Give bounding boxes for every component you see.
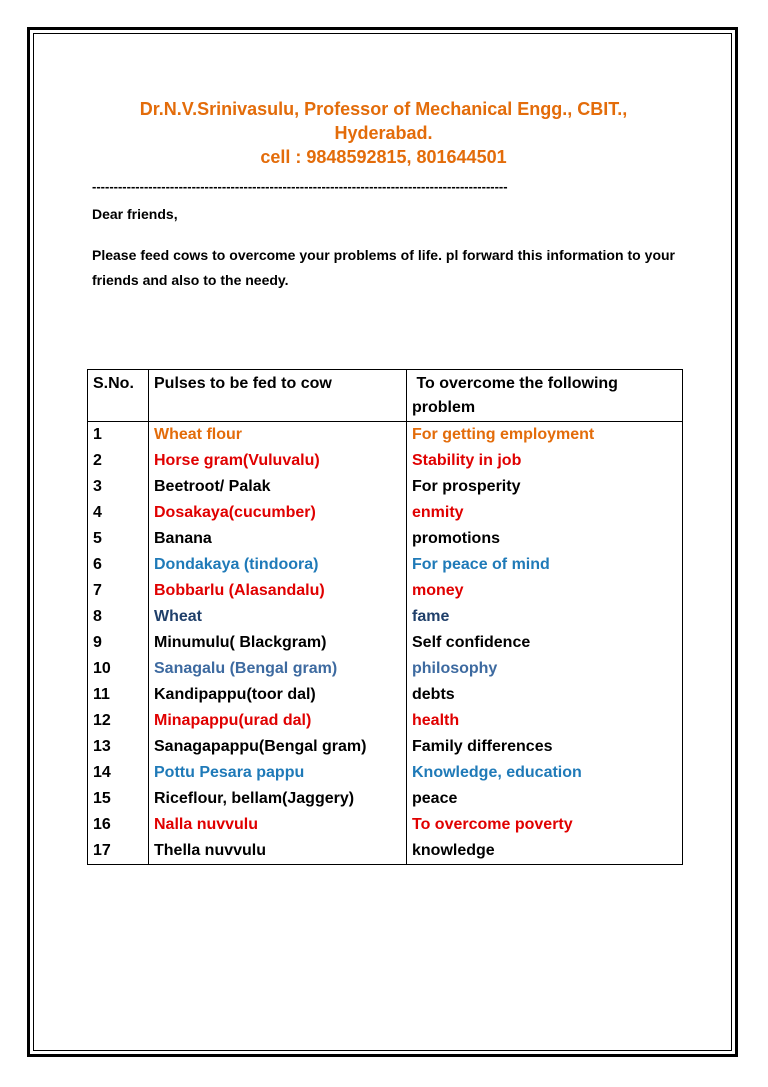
row-problem: For getting employment: [407, 422, 683, 449]
row-pulse: Kandipappu(toor dal): [149, 682, 407, 708]
table-header-row: [88, 370, 683, 422]
row-problem: Self confidence: [407, 630, 683, 656]
dashed-separator: ------------------------------------------------------------------------------------------------: [92, 180, 508, 194]
row-pulse: Minumulu( Blackgram): [149, 630, 407, 656]
row-pulse: Beetroot/ Palak: [149, 474, 407, 500]
row-sno: 10: [88, 656, 149, 682]
row-sno: 9: [88, 630, 149, 656]
row-sno: 12: [88, 708, 149, 734]
table-row: [88, 786, 683, 812]
header-author-line: Dr.N.V.Srinivasulu, Professor of Mechanical Engg., CBIT.,: [139, 99, 628, 119]
row-pulse: Banana: [149, 526, 407, 552]
table-body: [88, 422, 683, 865]
table-row: [88, 552, 683, 578]
row-pulse: Dosakaya(cucumber): [149, 500, 407, 526]
header-phone-line: cell : 9848592815, 801644501: [260, 147, 507, 167]
row-sno: 7: [88, 578, 149, 604]
row-problem: health: [407, 708, 683, 734]
table-row: [88, 500, 683, 526]
row-sno: 8: [88, 604, 149, 630]
header-pulse: Pulses to be fed to cow: [149, 370, 407, 422]
row-sno: 3: [88, 474, 149, 500]
row-sno: 2: [88, 448, 149, 474]
header-problem: To overcome the following problem: [407, 370, 683, 422]
row-pulse: Horse gram(Vuluvalu): [149, 448, 407, 474]
table-row: [88, 474, 683, 500]
row-problem: knowledge: [407, 838, 683, 865]
row-pulse: Dondakaya (tindoora): [149, 552, 407, 578]
row-pulse: Wheat: [149, 604, 407, 630]
row-sno: 16: [88, 812, 149, 838]
row-problem: Family differences: [407, 734, 683, 760]
table-row: [88, 604, 683, 630]
row-problem: For peace of mind: [407, 552, 683, 578]
table-row: [88, 656, 683, 682]
message-paragraph: Please feed cows to overcome your problems of life. pl forward this information to your friends and also to the needy.: [92, 247, 675, 288]
table-row: [88, 682, 683, 708]
header-city-line: Hyderabad.: [334, 123, 433, 143]
row-sno: 6: [88, 552, 149, 578]
row-pulse: Bobbarlu (Alasandalu): [149, 578, 407, 604]
row-pulse: Wheat flour: [149, 422, 407, 449]
table-row: [88, 838, 683, 865]
row-problem: enmity: [407, 500, 683, 526]
pulses-table: [87, 369, 683, 865]
greeting: Dear friends,: [92, 206, 178, 222]
row-sno: 13: [88, 734, 149, 760]
row-pulse: Pottu Pesara pappu: [149, 760, 407, 786]
row-problem: promotions: [407, 526, 683, 552]
table-row: [88, 422, 683, 449]
row-sno: 1: [88, 422, 149, 449]
table-row: [88, 734, 683, 760]
row-sno: 15: [88, 786, 149, 812]
row-sno: 11: [88, 682, 149, 708]
row-problem: For prosperity: [407, 474, 683, 500]
row-problem: money: [407, 578, 683, 604]
row-problem: peace: [407, 786, 683, 812]
row-sno: 14: [88, 760, 149, 786]
row-pulse: Thella nuvvulu: [149, 838, 407, 865]
row-problem: Knowledge, education: [407, 760, 683, 786]
row-sno: 17: [88, 838, 149, 865]
header-sno: S.No.: [88, 370, 149, 422]
table-row: [88, 578, 683, 604]
row-pulse: Sanagapappu(Bengal gram): [149, 734, 407, 760]
table-row: [88, 526, 683, 552]
table-row: [88, 812, 683, 838]
row-pulse: Riceflour, bellam(Jaggery): [149, 786, 407, 812]
row-problem: debts: [407, 682, 683, 708]
table-row: [88, 630, 683, 656]
row-problem: Stability in job: [407, 448, 683, 474]
table-row: [88, 448, 683, 474]
row-pulse: Sanagalu (Bengal gram): [149, 656, 407, 682]
row-pulse: Minapappu(urad dal): [149, 708, 407, 734]
row-pulse: Nalla nuvvulu: [149, 812, 407, 838]
row-problem: To overcome poverty: [407, 812, 683, 838]
row-sno: 5: [88, 526, 149, 552]
table-row: [88, 708, 683, 734]
row-sno: 4: [88, 500, 149, 526]
document-header: [92, 97, 675, 169]
table-row: [88, 760, 683, 786]
row-problem: fame: [407, 604, 683, 630]
row-problem: philosophy: [407, 656, 683, 682]
